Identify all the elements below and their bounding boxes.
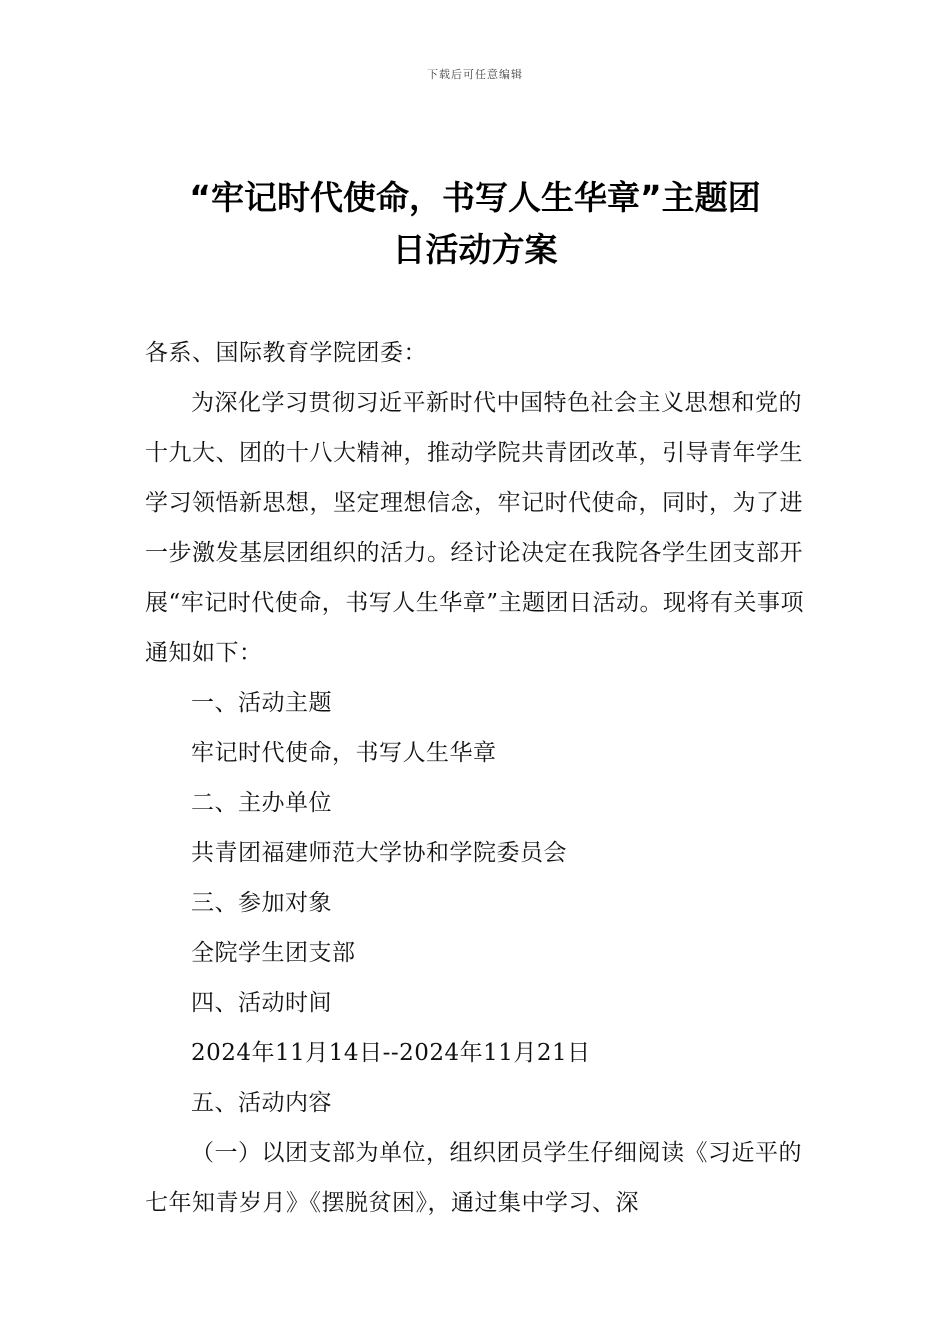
activity-item-1: （一）以团支部为单位，组织团员学生仔细阅读《习近平的七年知青岁月》《摆脱贫困》，通过集中学习、深 [145, 1140, 802, 1216]
section-heading-participants: 三、参加对象 [191, 890, 332, 916]
document-title [150, 172, 800, 276]
section-content-organizer: 共青团福建师范大学协和学院委员会 [191, 840, 567, 866]
section-heading-organizer: 二、主办单位 [191, 790, 332, 816]
title-line-1: “牢记时代使命，书写人生华章”主题团 [189, 178, 761, 217]
section-content-time: 2024年11月14日--2024年11月21日 [191, 1040, 591, 1066]
section-heading-theme: 一、活动主题 [191, 690, 332, 716]
section-heading-content: 五、活动内容 [191, 1090, 332, 1116]
section-content-theme: 牢记时代使命，书写人生华章 [191, 740, 497, 766]
section-heading-time: 四、活动时间 [191, 990, 332, 1016]
intro-paragraph: 为深化学习贯彻习近平新时代中国特色社会主义思想和党的十九大、团的十八大精神，推动学院共青团改革，引导青年学生学习领悟新思想，坚定理想信念，牢记时代使命，同时，为了进一步激发基层团组织的活力。经讨论决定在我院各学生团支部开展“牢记时代使命，书写人生华章”主题团日活动。现将有关事项通知如下： [145, 390, 805, 666]
section-content-participants: 全院学生团支部 [191, 940, 356, 966]
document-body [145, 328, 807, 1228]
header-note: 下载后可任意编辑 [427, 68, 523, 81]
salutation: 各系、国际教育学院团委： [145, 340, 427, 366]
title-line-2: 日活动方案 [392, 230, 558, 269]
